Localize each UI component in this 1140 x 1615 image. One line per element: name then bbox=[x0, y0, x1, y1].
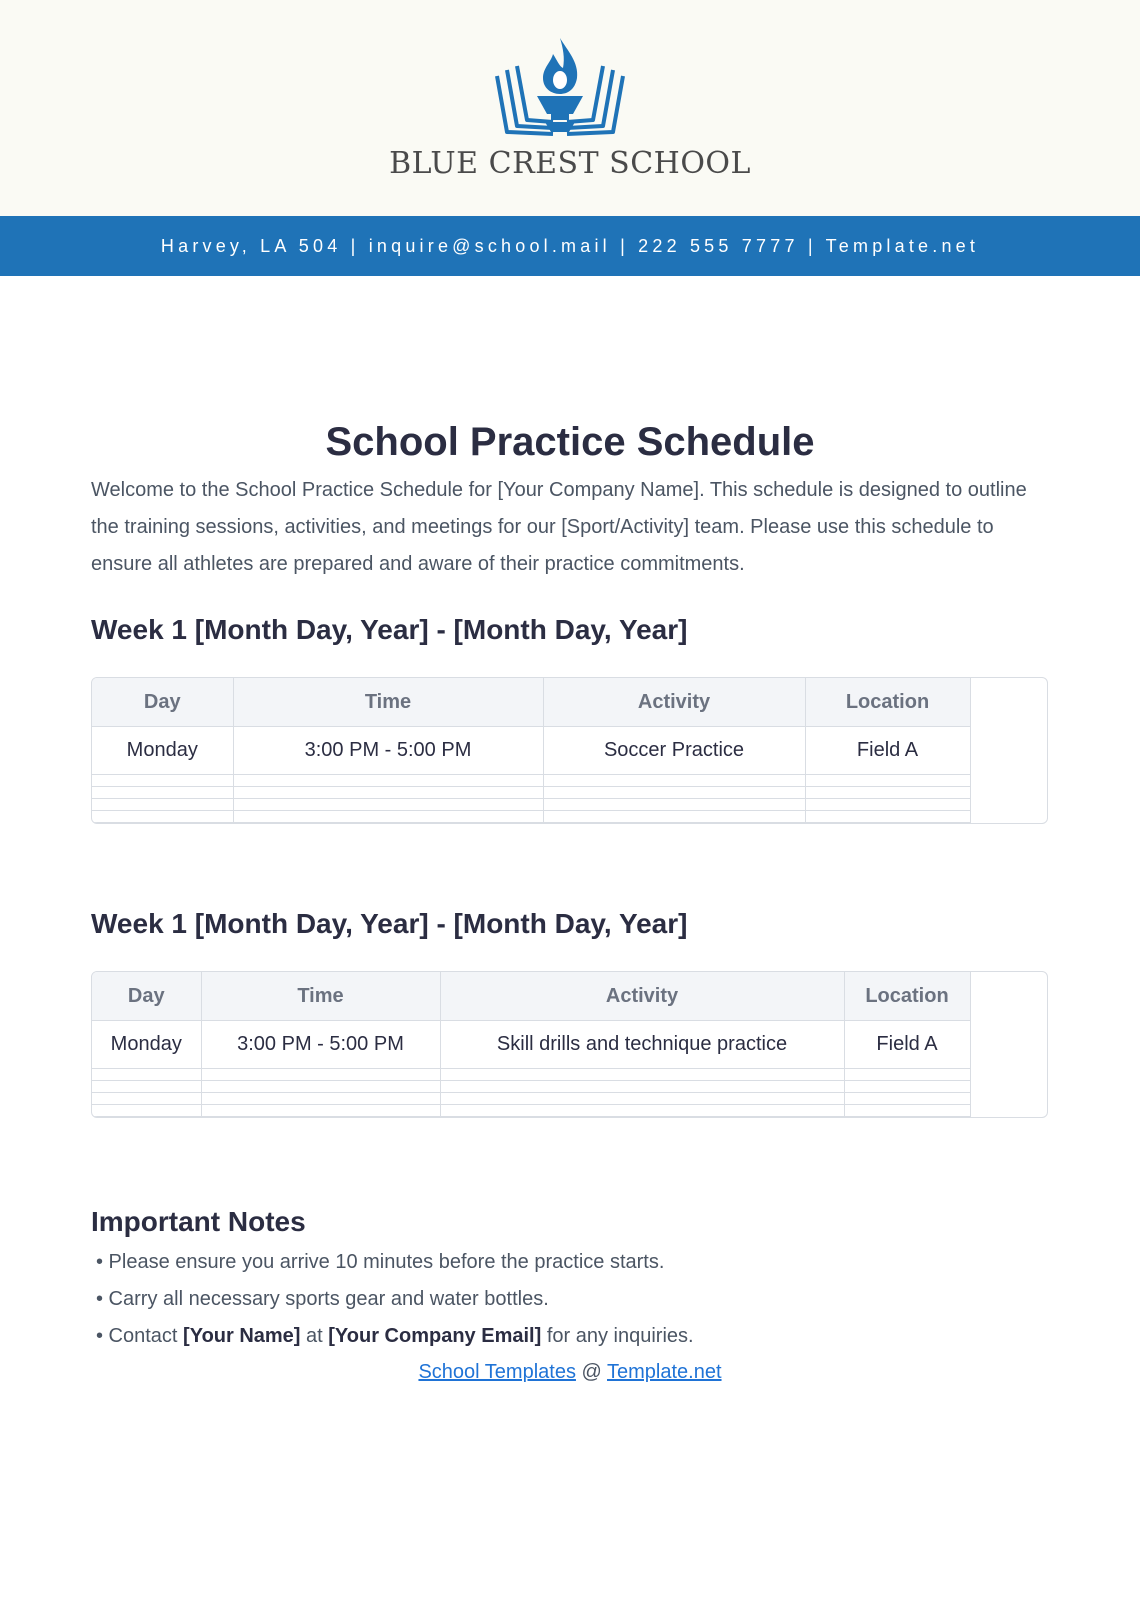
page-title: School Practice Schedule bbox=[325, 420, 815, 464]
empty-row bbox=[92, 1105, 970, 1117]
list-item bbox=[96, 1284, 694, 1321]
cell-location: Field A bbox=[844, 1021, 970, 1069]
footer-links bbox=[0, 1361, 1140, 1384]
school-templates-link[interactable]: School Templates bbox=[418, 1361, 576, 1383]
cell-time: 3:00 PM - 5:00 PM bbox=[201, 1021, 440, 1069]
cell-activity: Soccer Practice bbox=[543, 727, 805, 775]
note-text: • Carry all necessary sports gear and water bottles. bbox=[96, 1288, 549, 1310]
placeholder-email: [Your Company Email] bbox=[328, 1325, 542, 1347]
empty-row bbox=[92, 1093, 970, 1105]
note-text: at bbox=[300, 1325, 329, 1347]
book-torch-icon bbox=[493, 36, 627, 138]
column-header: Location bbox=[844, 972, 970, 1021]
template-net-link[interactable]: Template.net bbox=[607, 1361, 722, 1383]
empty-row bbox=[92, 787, 970, 799]
week-title: Week 1 [Month Day, Year] - [Month Day, Year] bbox=[91, 614, 688, 645]
school-name: BLUE CREST SCHOOL bbox=[389, 146, 751, 181]
footer-separator: @ bbox=[575, 1361, 608, 1383]
notes-list bbox=[96, 1247, 694, 1358]
note-text: for any inquiries. bbox=[541, 1325, 694, 1347]
cell-time: 3:00 PM - 5:00 PM bbox=[233, 727, 543, 775]
empty-row bbox=[92, 799, 970, 811]
table-header-row bbox=[92, 972, 970, 1021]
note-text: • Please ensure you arrive 10 minutes before the practice starts. bbox=[96, 1251, 665, 1273]
column-header: Activity bbox=[440, 972, 844, 1021]
cell-activity: Skill drills and technique practice bbox=[440, 1021, 844, 1069]
cell-day: Monday bbox=[92, 1021, 201, 1069]
contact-bar: Harvey, LA 504 | inquire@school.mail | 222 555 7777 | Template.net bbox=[0, 216, 1140, 276]
table-header-row bbox=[92, 678, 970, 727]
week-title: Week 1 [Month Day, Year] - [Month Day, Year] bbox=[91, 908, 688, 939]
table-row bbox=[92, 727, 970, 775]
column-header: Time bbox=[233, 678, 543, 727]
column-header: Location bbox=[805, 678, 970, 727]
schedule-table bbox=[91, 971, 1048, 1118]
notes-title: Important Notes bbox=[91, 1206, 306, 1237]
placeholder-name: [Your Name] bbox=[183, 1325, 301, 1347]
cell-location: Field A bbox=[805, 727, 970, 775]
column-header: Day bbox=[92, 972, 201, 1021]
intro-paragraph: Welcome to the School Practice Schedule for [Your Company Name]. This schedule is designed to outline the training sessions, activities, and meetings for our [Sport/Activity] team. Please use this schedule to ensure all athletes are prepared and aware of their practice commitments. bbox=[91, 479, 1027, 575]
column-header: Activity bbox=[543, 678, 805, 727]
empty-row bbox=[92, 811, 970, 823]
empty-row bbox=[92, 775, 970, 787]
column-header: Day bbox=[92, 678, 233, 727]
list-item bbox=[96, 1321, 694, 1358]
empty-row bbox=[92, 1081, 970, 1093]
note-text: • Contact bbox=[96, 1325, 184, 1347]
cell-day: Monday bbox=[92, 727, 233, 775]
column-header: Time bbox=[201, 972, 440, 1021]
empty-row bbox=[92, 1069, 970, 1081]
table-row bbox=[92, 1021, 970, 1069]
list-item bbox=[96, 1247, 694, 1284]
schedule-table bbox=[91, 677, 1048, 824]
